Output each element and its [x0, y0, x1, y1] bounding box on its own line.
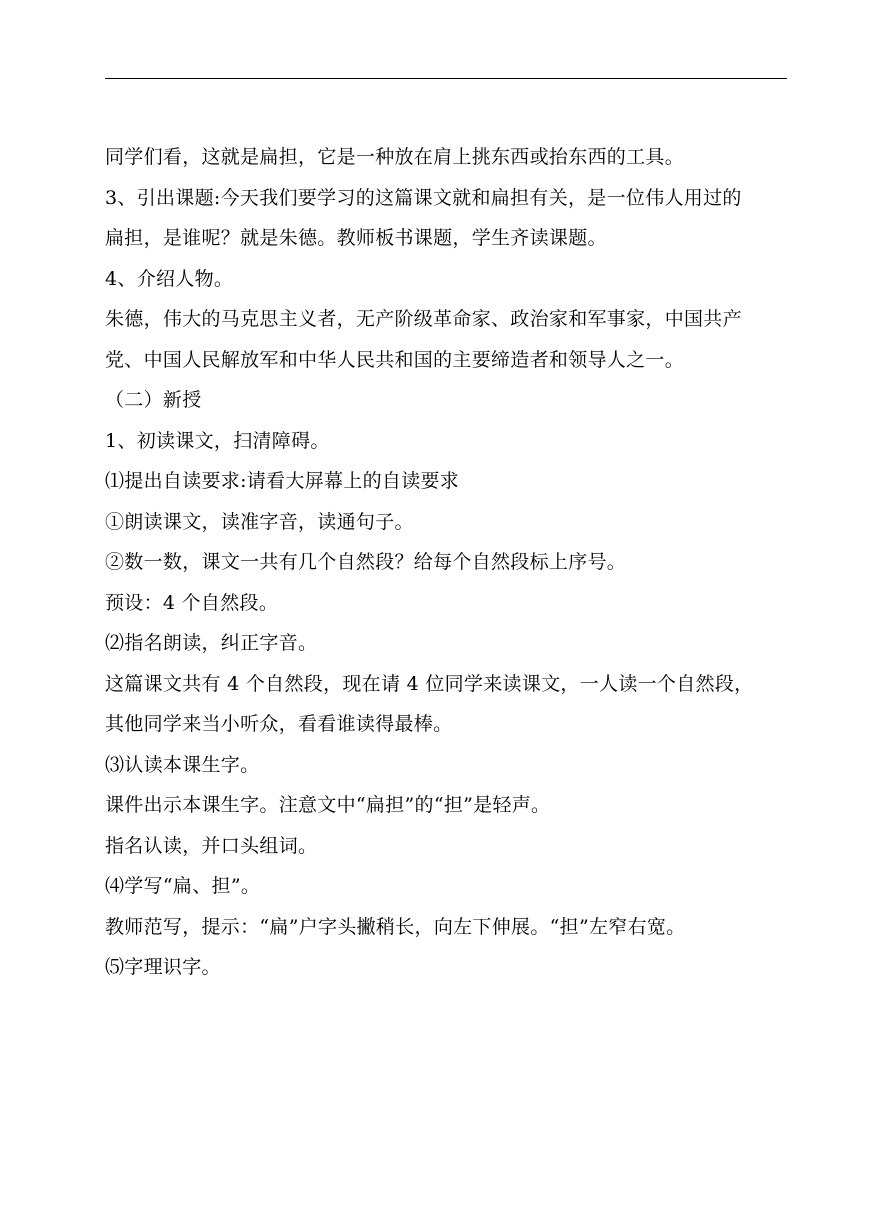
text-line: 扁担，是谁呢？就是朱德。教师板书课题，学生齐读课题。: [105, 227, 607, 249]
text-line: ①朗读课文，读准字音，读通句子。: [105, 510, 414, 533]
text-line: 党、中国人民解放军和中华人民共和国的主要缔造者和领导人之一。: [105, 348, 685, 371]
text-line: 朱德，伟大的马克思主义者，无产阶级革命家、政治家和军事家，中国共产: [105, 308, 742, 330]
text-line: ⑵指名朗读，纠正字音。: [105, 632, 318, 654]
header-rule: [105, 78, 787, 79]
text-line: 3、引出课题:今天我们要学习的这篇课文就和扁担有关，是一位伟人用过的: [105, 186, 742, 209]
text-line: ⑶认读本课生字。: [105, 753, 260, 776]
text-line: 1、初读课文，扫清障碍。: [105, 429, 330, 452]
text-line: ⑷学写“扁、担”。: [105, 875, 261, 897]
text-line: 同学们看，这就是扁担，它是一种放在肩上挑东西或抬东西的工具。: [105, 146, 685, 168]
text-line: ⑸字理识字。: [105, 956, 221, 978]
text-line: 其他同学来当小听众，看看谁读得最棒。: [105, 713, 453, 735]
document-body: [105, 137, 795, 988]
text-line: 这篇课文共有 4 个自然段，现在请 4 位同学来读课文，一人读一个自然段，: [105, 672, 754, 695]
text-line: 4、介绍人物。: [105, 267, 234, 290]
text-line: ②数一数，课文一共有几个自然段？给每个自然段标上序号。: [105, 551, 627, 573]
text-line: 预设：4 个自然段。: [105, 591, 279, 614]
text-line: 指名认读，并口头组词。: [105, 834, 318, 857]
text-line: 课件出示本课生字。注意文中“扁担”的“担”是轻声。: [105, 794, 551, 816]
section-heading: （二）新授: [105, 389, 202, 411]
text-line: 教师范写，提示：“扁”户字头撇稍长，向左下伸展。“担”左窄右宽。: [105, 915, 686, 938]
text-line: ⑴提出自读要求:请看大屏幕上的自读要求: [105, 470, 460, 492]
